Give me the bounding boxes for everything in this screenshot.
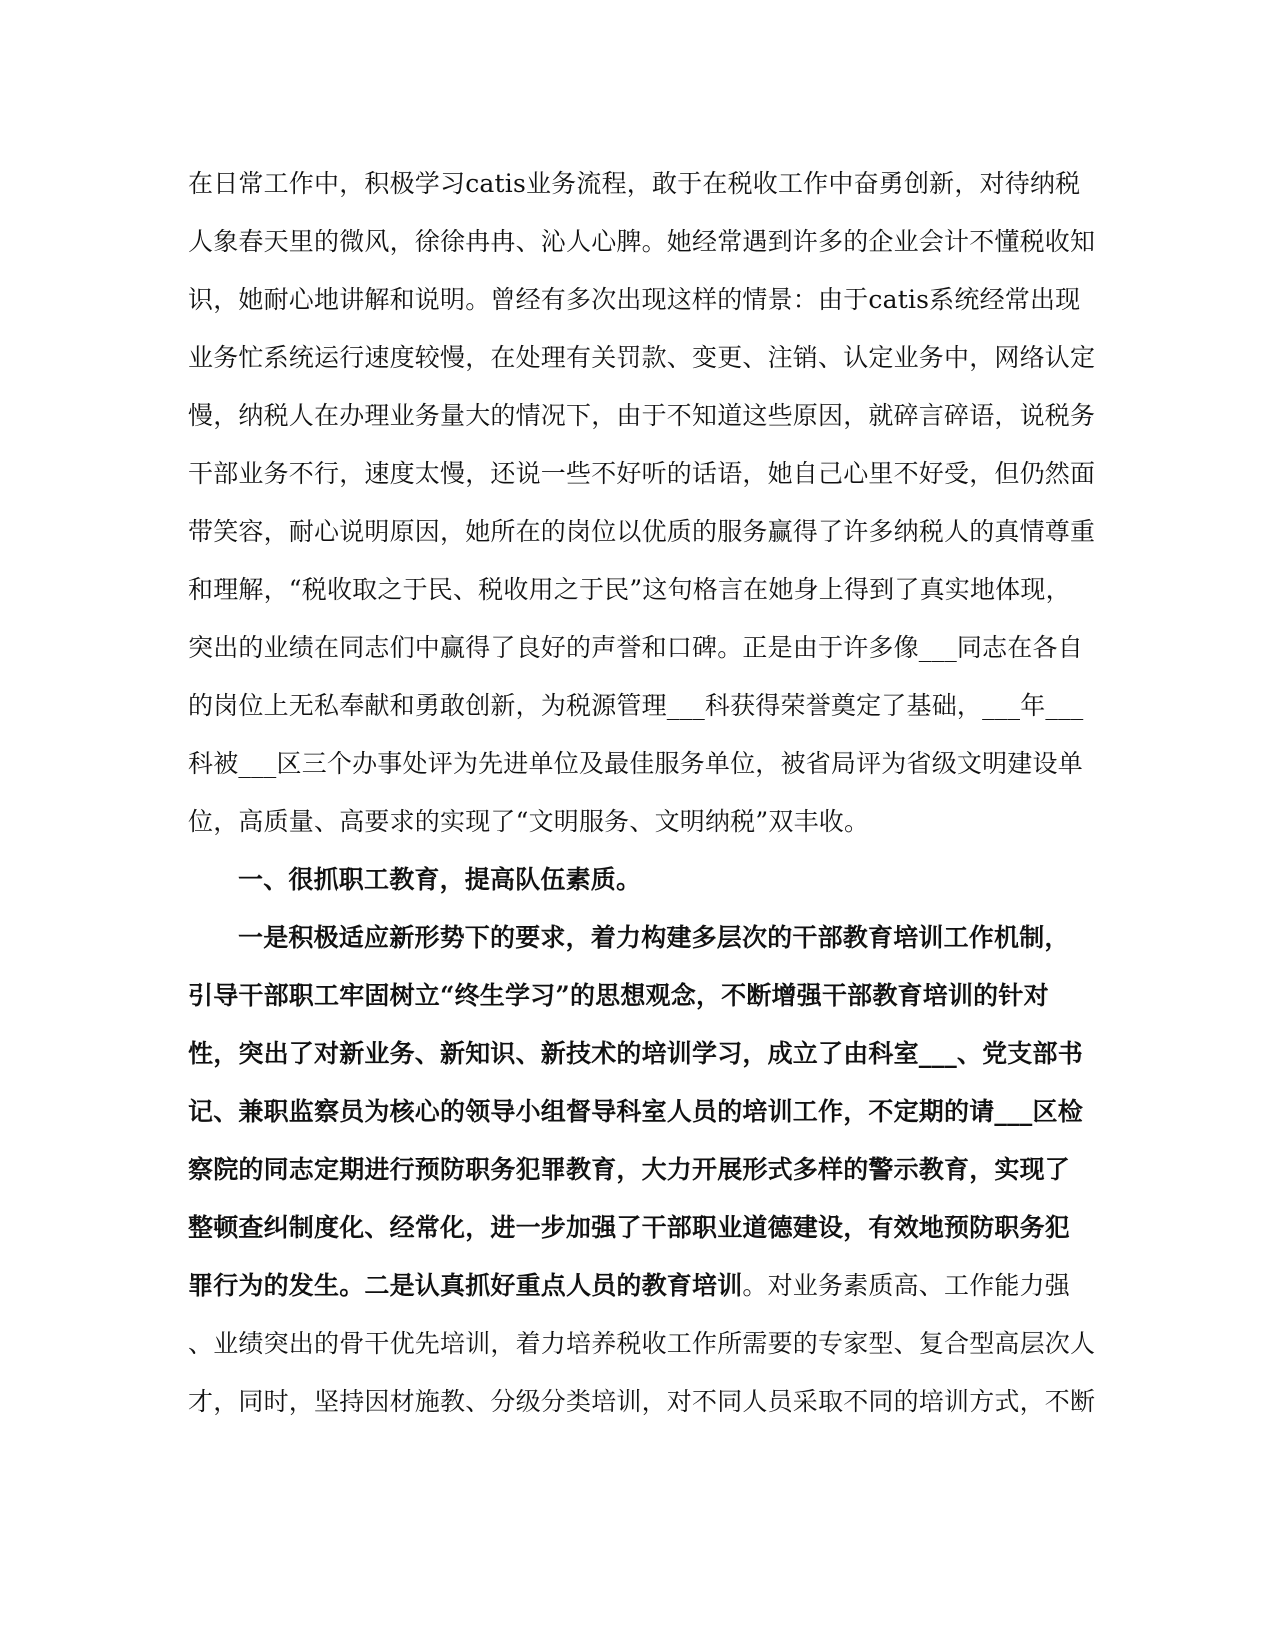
body-text-line: 干部业务不行，速度太慢，还说一些不好听的话语，她自己心里不好受，但仍然面: [188, 459, 1096, 488]
bold-text-line: 记、兼职监察员为核心的领导小组督导科室人员的培训工作，不定期的请___区检: [188, 1097, 1083, 1126]
body-text-line: 位，高质量、高要求的实现了“文明服务、文明纳税”双丰收。: [188, 807, 870, 836]
bold-text-segment: 罪行为的发生。二是认真抓好重点人员的教育培训: [188, 1271, 743, 1300]
normal-text-segment: 。对业务素质高、工作能力强: [742, 1271, 1071, 1300]
bold-text-line: 整顿查纠制度化、经常化，进一步加强了干部职业道德建设，有效地预防职务犯: [188, 1213, 1071, 1242]
bold-text-line: 一是积极适应新形势下的要求，着力构建多层次的干部教育培训工作机制，: [238, 923, 1070, 952]
body-text-line: 突出的业绩在同志们中赢得了良好的声誉和口碑。正是由于许多像___同志在各自: [188, 633, 1083, 662]
body-text-line: 带笑容，耐心说明原因，她所在的岗位以优质的服务赢得了许多纳税人的真情尊重: [188, 517, 1096, 546]
body-text-line: 、业绩突出的骨干优先培训，着力培养税收工作所需要的专家型、复合型高层次人: [188, 1329, 1096, 1358]
mixed-text-line: [188, 1270, 1088, 1302]
body-text-line: 的岗位上无私奉献和勇敢创新，为税源管理___科获得荣誉奠定了基础，___年___: [188, 691, 1084, 720]
body-text-line: 才，同时，坚持因材施教、分级分类培训，对不同人员采取不同的培训方式，不断: [188, 1387, 1096, 1416]
body-text-line: 业务忙系统运行速度较慢，在处理有关罚款、变更、注销、认定业务中，网络认定: [188, 343, 1096, 372]
body-text-line: 和理解，“税收取之于民、税收用之于民”这句格言在她身上得到了真实地体现，: [188, 575, 1071, 604]
body-text-line: 慢，纳税人在办理业务量大的情况下，由于不知道这些原因，就碎言碎语，说税务: [188, 401, 1096, 430]
bold-text-line: 察院的同志定期进行预防职务犯罪教育，大力开展形式多样的警示教育，实现了: [188, 1155, 1071, 1184]
body-text-line: 识，她耐心地讲解和说明。曾经有多次出现这样的情景：由于catis系统经常出现: [188, 285, 1081, 314]
bold-text-line: 引导干部职工牢固树立“终生学习”的思想观念，不断增强干部教育培训的针对: [188, 981, 1049, 1010]
body-text-line: 科被___区三个办事处评为先进单位及最佳服务单位，被省局评为省级文明建设单: [188, 749, 1083, 778]
body-text-line: 在日常工作中，积极学习catis业务流程，敢于在税收工作中奋勇创新，对待纳税: [188, 169, 1081, 198]
bold-text-line: 性，突出了对新业务、新知识、新技术的培训学习，成立了由科室___、党支部书: [188, 1039, 1083, 1068]
section-heading: 一、很抓职工教育，提高队伍素质。: [238, 865, 642, 894]
body-text-line: 人象春天里的微风，徐徐冉冉、沁人心脾。她经常遇到许多的企业会计不懂税收知: [188, 227, 1096, 256]
